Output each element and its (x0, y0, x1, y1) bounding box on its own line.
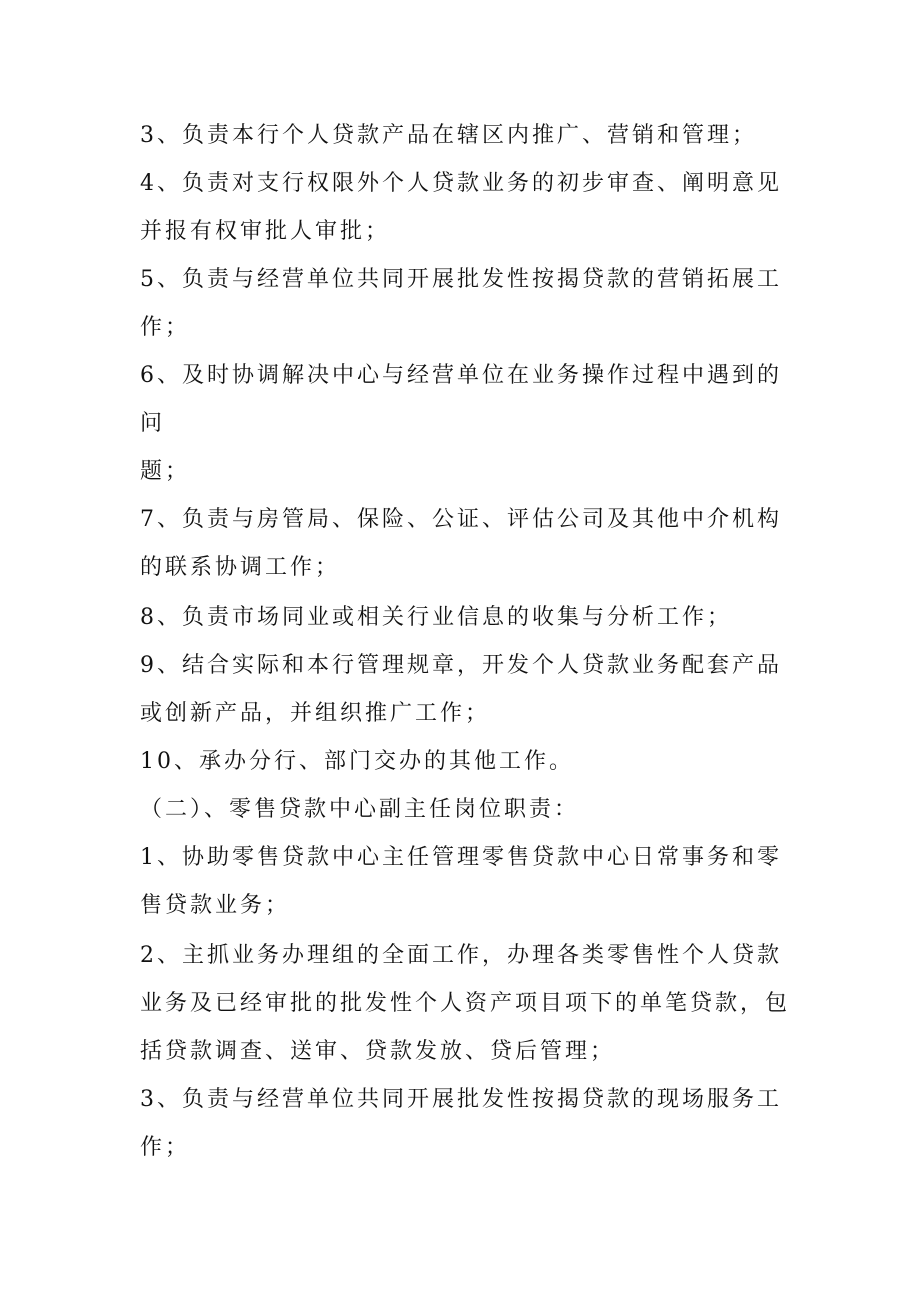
text-line: 作； (140, 1135, 191, 1160)
text-line: 2、主抓业务办理组的全面工作，办理各类零售性个人贷款 (140, 943, 782, 968)
text-line: 5、负责与经营单位共同开展批发性按揭贷款的营销拓展工 (140, 267, 782, 292)
text-line: 3、负责与经营单位共同开展批发性按揭贷款的现场服务工 (140, 1087, 782, 1112)
text-line: 10、承办分行、部门交办的其他工作。 (140, 749, 574, 774)
text-line: 售贷款业务； (140, 893, 291, 918)
section-heading: （二）、零售贷款中心副主任岗位职责： (140, 797, 580, 822)
text-line: 8、负责市场同业或相关行业信息的收集与分析工作； (140, 605, 732, 630)
text-line: 问 (140, 411, 166, 436)
text-line: 作； (140, 315, 191, 340)
text-line: 并报有权审批人审批； (140, 219, 391, 244)
text-line: 括贷款调查、送审、贷款发放、贷后管理； (140, 1039, 616, 1064)
text-line: 1、协助零售贷款中心主任管理零售贷款中心日常事务和零 (140, 845, 782, 870)
text-line: 3、负责本行个人贷款产品在辖区内推广、营销和管理； (140, 123, 757, 148)
text-line: 的联系协调工作； (140, 555, 341, 580)
text-line: 4、负责对支行权限外个人贷款业务的初步审查、阐明意见 (140, 171, 782, 196)
text-line: 7、负责与房管局、保险、公证、评估公司及其他中介机构 (140, 507, 782, 532)
text-line: 业务及已经审批的批发性个人资产项目项下的单笔贷款，包 (140, 991, 791, 1016)
text-line: 9、结合实际和本行管理规章，开发个人贷款业务配套产品 (140, 653, 782, 678)
text-line: 题； (140, 459, 191, 484)
text-line: 或创新产品，并组织推广工作； (140, 701, 491, 726)
text-line: 6、及时协调解决中心与经营单位在业务操作过程中遇到的 (140, 363, 782, 388)
